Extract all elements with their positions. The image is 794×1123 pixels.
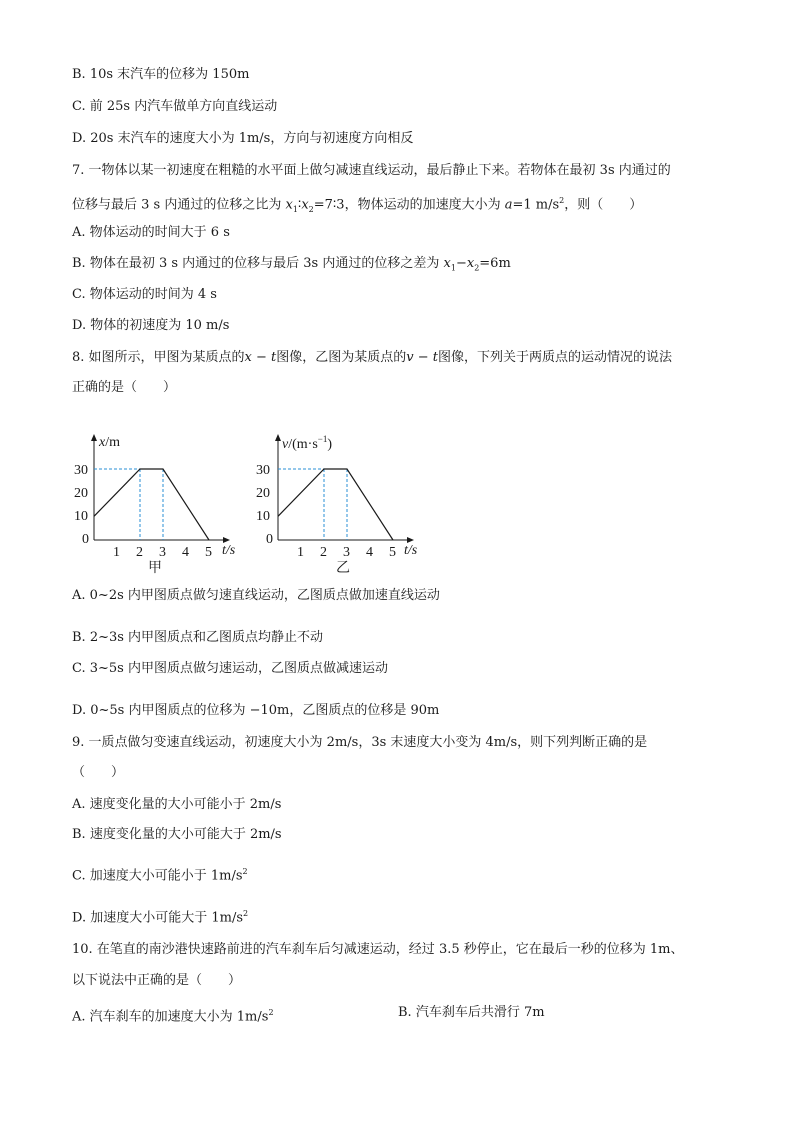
- q7-stem-text: =1 m/s: [512, 197, 560, 213]
- subscript: 2: [308, 204, 314, 214]
- superscript: 2: [243, 909, 249, 918]
- q7-stem-line1: 7. 一物体以某一初速度在粗糙的水平面上做匀减速直线运动，最后静止下来。若物体在最初 3s 内通过的: [72, 163, 671, 178]
- q9-optd-text: D. 加速度大小可能大于 1m/s: [72, 910, 244, 926]
- q9-option-c: [72, 863, 248, 885]
- subscript: 1: [450, 263, 456, 273]
- q9-stem-line1: 9. 一质点做匀变速直线运动，初速度大小为 2m/s，3s 末速度大小变为 4m/s，则下列判断正确的是: [72, 735, 648, 750]
- q9-option-a: A. 速度变化量的大小可能小于 2m/s: [72, 797, 282, 812]
- q9-option-d: [72, 905, 248, 927]
- x-tick: 4: [182, 545, 189, 560]
- var-a: a: [504, 197, 513, 213]
- q9-option-b: B. 速度变化量的大小可能大于 2m/s: [72, 827, 282, 842]
- q6-option-d: D. 20s 末汽车的速度大小为 1m/s，方向与初速度方向相反: [72, 131, 414, 146]
- q7-stem-text: 位移与最后 3 s 内通过的位移之比为: [72, 197, 286, 213]
- q6-option-b: B. 10s 末汽车的位移为 150m: [72, 67, 250, 82]
- y-tick: 20: [256, 486, 270, 501]
- x-axis-label: t/s: [404, 543, 418, 558]
- q6-option-c: C. 前 25s 内汽车做单方向直线运动: [72, 99, 278, 114]
- y-tick: 30: [74, 463, 88, 478]
- q10-stem-line1: 10. 在笔直的南沙港快速路前进的汽车刹车后匀减速运动，经过 3.5 秒停止，它在最后一秒的位移为 1m、: [72, 942, 684, 957]
- var-x2: x: [301, 197, 309, 213]
- y-axis-label: $v/(m\cdot s^{-1})$: [282, 434, 333, 452]
- x-tick: 2: [320, 545, 327, 560]
- y-tick: 10: [256, 509, 270, 524]
- x-tick: 5: [389, 545, 396, 560]
- vt-label: v − t: [406, 350, 439, 365]
- x-tick: 4: [366, 545, 373, 560]
- q8-stem-text: 8. 如图所示，甲图为某质点的: [72, 350, 245, 365]
- y-axis-arrow: [91, 434, 97, 441]
- xt-label: x − t: [244, 350, 277, 365]
- q10-option-b: B. 汽车刹车后共滑行 7m: [398, 1005, 545, 1020]
- q8-option-b: B. 2~3s 内甲图质点和乙图质点均静止不动: [72, 630, 324, 645]
- data-line: [94, 469, 209, 540]
- var-x1: x: [443, 256, 451, 271]
- x-tick: 1: [113, 545, 120, 560]
- superscript: 2: [268, 1008, 274, 1017]
- x-tick: 3: [159, 545, 166, 560]
- q7-option-d: D. 物体的初速度为 10 m/s: [72, 318, 230, 333]
- q9-stem-line2: （ ）: [72, 765, 125, 780]
- superscript: 2: [559, 196, 565, 205]
- q7-option-a: A. 物体运动的时间大于 6 s: [72, 225, 230, 240]
- data-line: [278, 469, 393, 540]
- q7-stem-text: =7∶3，物体运动的加速度大小为: [313, 197, 505, 213]
- q10-stem-line2: 以下说法中正确的是（ ）: [72, 973, 242, 988]
- q8-option-d: D. 0~5s 内甲图质点的位移为 −10m，乙图质点的位移是 90m: [72, 703, 440, 718]
- q8-option-c: C. 3~5s 内甲图质点做匀速运动，乙图质点做减速运动: [72, 661, 388, 676]
- x-tick: 3: [343, 545, 350, 560]
- q10-option-a: [72, 1004, 274, 1026]
- q7-stem-line2: [72, 192, 642, 219]
- q10-opta-text: A. 汽车刹车的加速度大小为 1m/s: [72, 1009, 269, 1025]
- graph-yi: [256, 432, 428, 580]
- q9-optc-text: C. 加速度大小可能小于 1m/s: [72, 868, 243, 884]
- q8-stem-line1: [72, 349, 672, 367]
- var-x1: x: [285, 197, 293, 213]
- y-tick: 30: [256, 463, 270, 478]
- q8-stem-text: 图像，下列关于两质点的运动情况的说法: [438, 350, 673, 365]
- colon: ∶: [297, 197, 302, 213]
- y-tick: 0: [82, 532, 89, 547]
- q8-stem-line2: 正确的是（ ）: [72, 380, 177, 395]
- x-axis-label: t/s: [222, 543, 236, 558]
- y-tick: 0: [266, 532, 273, 547]
- q7-optb-text: =6m: [479, 256, 511, 271]
- graph-caption: 乙: [336, 561, 350, 576]
- superscript: 2: [242, 867, 248, 876]
- var-x2: x: [466, 256, 475, 271]
- q7-option-c: C. 物体运动的时间为 4 s: [72, 287, 217, 302]
- q8-option-a: A. 0~2s 内甲图质点做匀速直线运动，乙图质点做加速直线运动: [72, 588, 440, 603]
- y-tick: 10: [74, 509, 88, 524]
- graph-jia: [74, 432, 246, 580]
- graph-caption: 甲: [148, 561, 162, 576]
- q7-optb-text: B. 物体在最初 3 s 内通过的位移与最后 3s 内通过的位移之差为: [72, 256, 444, 271]
- x-tick: 5: [205, 545, 212, 560]
- minus: −: [455, 256, 467, 271]
- q7-stem-text: ，则（ ）: [564, 197, 643, 213]
- subscript: 2: [474, 263, 480, 273]
- y-axis-arrow: [275, 434, 281, 441]
- subscript: 1: [292, 204, 298, 214]
- y-tick: 20: [74, 486, 88, 501]
- q7-option-b: [72, 255, 511, 278]
- x-tick: 2: [136, 545, 143, 560]
- y-axis-label: x/m: [99, 435, 120, 450]
- x-tick: 1: [297, 545, 304, 560]
- q8-stem-text: 图像，乙图为某质点的: [276, 350, 407, 365]
